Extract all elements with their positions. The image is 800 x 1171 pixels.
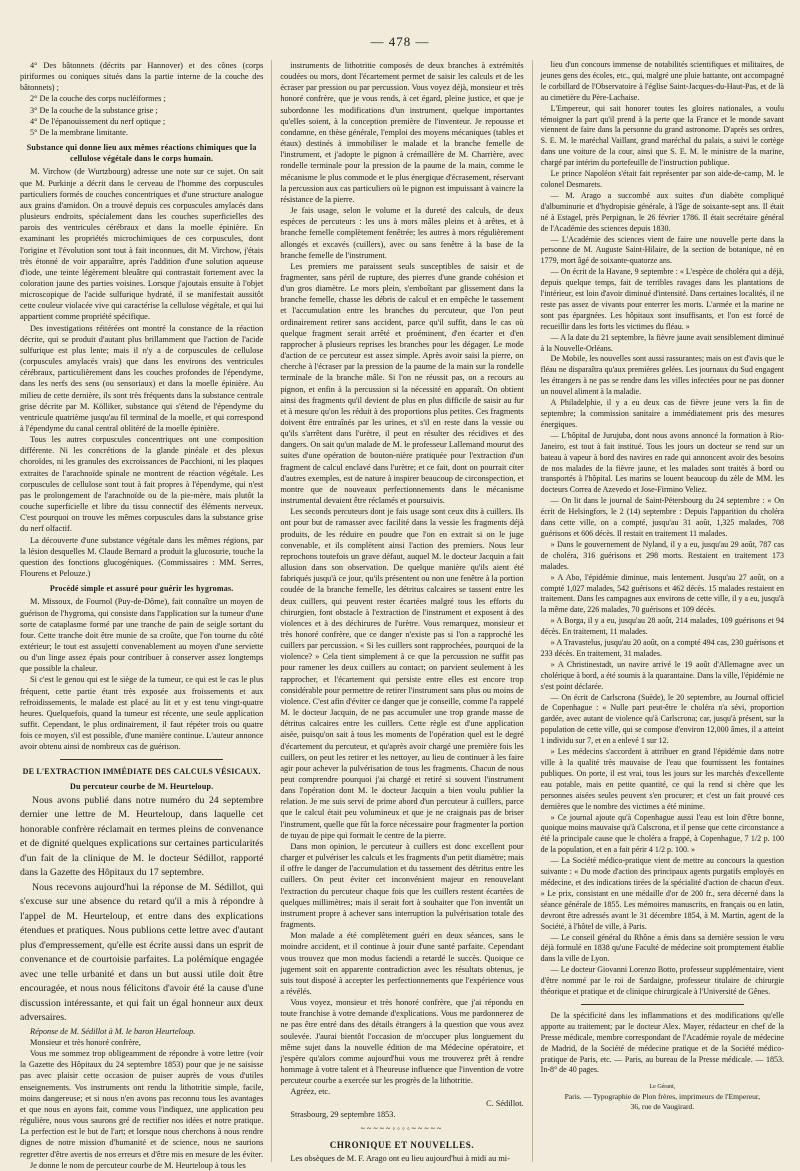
divider: [60, 759, 223, 760]
paragraph: Dans mon opinion, le percuteur à cuillers est donc excellent pour charger et pulvériser les calculs et les fragments d'un petit diamètre; mais il offre le danger de l'accumulation et du tassement des détritus entre les cuillers. On peut éviter cet inconvénient majeur en renouvelant l'extraction du percuteur chaque fois que les cuillers restent écartées de quelques millimètres; mais il serait fort à souhaiter que l'on inventât un instrument propre à achever sans interruption la pulvérisation totale des fragments.: [280, 841, 524, 930]
paragraph: Les premiers me paraissent seuls susceptibles de saisir et de fragmenter, sans péril de rupture, des pierres d'une grande cohésion et d'un gros diamètre. Le mors plein, s'emboîtant par glissement dans la branche femelle, chasse les débris de calcul et en empêche le tassement et l'accumulation entre les branches du percuteur, que l'on peut ordinairement retirer sans accident, parce qu'il suffit, dans le cas où quelque fragment serait arrêté et proéminent, d'en écarter et d'en rapprocher à plusieurs reprises les branches pour les dégager. Le mode d'action de ce percuteur est assez simple. Après avoir saisi la pierre, on cherche à l'écraser par la pression de la paume de la main sur la rondelle terminale de la branche mâle. Si l'on ne réussit pas, on a recours au pignon, et enfin à la percussion si la nécessité en apparaît. On obtient ainsi des fragments qu'il devient de plus en plus difficile de saisir au fur et à mesure qu'on les réduit à des proportions plus petites. Ces fragments doivent être entraînés par les urines, et s'il en reste dans la vessie ou qu'ils s'arrêtent dans l'urètre, il peut en résulter des récidives et des dangers. On sait qu'un malade de M. le professeur Lallemand mourut des suites d'une opération de bouton-nière pratiquée pour l'extraction d'un fragment de calcul enclavé dans l'urètre; et ce fait, dont on pourrait citer d'autres exemples, est de nature à inspirer beaucoup de circonspection, et montre que de nouveaux perfectionnements dans le mécanisme instrumental devaient être réclamés et poursuivis.: [280, 261, 524, 506]
column-3: [532, 60, 784, 1162]
paragraph: Je donne le nom de percuteur courbe de M. Heurteloup à tous les: [30, 1160, 246, 1170]
divider: [581, 1004, 744, 1005]
section-heading-chronique: CHRONIQUE ET NOUVELLES.: [329, 1140, 475, 1150]
paragraph: M. Virchow (de Wurtzbourg) adresse une note sur ce sujet. On sait que M. Purkinje a décrit dans le cerveau de l'homme des corpuscules particuliers formés de couches concentriques et d'une structure analogue aux grains d'amidon. On a trouvé depuis ces corpuscules amylacés dans plusieurs endroits, spécialement dans les couches superficielles des parois des ventricules cérébraux et dans la moelle épinière. En examinant les propriétés microchimiques de ces corpuscules, dont l'origine et l'évolution sont tout à fait inconnues, dit M. Virchow, j'étais très étonné de voir apparaître, après l'addition d'une solution aqueuse d'iode, une teinte légèrement bleuâtre qui contrastait fortement avec la coloration jaune des parties voisines. Lorsque j'ajoutais ensuite à l'objet microscopique de l'acide sulfurique hydraté, il se manifestait aussitôt cette couleur violacée vive qui caractérise la cellulose végétale, et qui lui appartient comme propriété spécifique.: [20, 167, 264, 322]
paragraph: Mon malade a été complètement guéri en deux séances, sans le moindre accident, et il continue à jouir d'une santé parfaite. Cependant vous trouvez que mon modus faciendi a retardé le succès. Quoique ce jugement soit en apparente contradiction avec les résultats obtenus, je suis tout disposé à accepter les perfectionnements que l'expérience vous a révélés.: [280, 931, 524, 996]
list-item: 2° De la couche des corps nucléiformes ;: [30, 94, 166, 104]
gerant-label: Le Gérant,: [649, 1084, 676, 1091]
paragraph: Vous voyez, monsieur et très honoré confrère, que j'ai répondu en toute franchise à votre demande d'explications. Vous me pardonnerez de ne pas être entré dans des détails étrangers à la question que vous avez soulevée. J'aurai bientôt l'occasion de m'occuper plus longuement du même sujet dans la nouvelle édition de ma Médecine opératoire, et j'espère qu'alors comme aujourd'hui vous me trouverez prêt à rendre hommage à votre talent et à l'heureuse influence que l'invention de votre percuteur courbe a exercée sur les progrès de la lithotritie.: [280, 998, 524, 1086]
paragraph: Le prince Napoléon s'était fait représenter par son aide-de-camp, M. le colonel Desmarets.: [540, 169, 784, 189]
imprint-line-2: 36, rue de Vaugirard.: [630, 1102, 695, 1112]
letter-address: Réponse de M. Sédillot à M. le baron Heurteloup.: [30, 1026, 196, 1036]
ornament-divider: ~~~~~◦◦◦◦~~~~~: [360, 1123, 444, 1133]
paragraph: M. Missoux, de Fournol (Puy-de-Dôme), fait connaître un moyen de guérison de l'hygroma, qui consiste dans l'application sur la tumeur d'une sorte de cataplasme formé par une tranche de pain de seigle sortant du four. Cette tranche doit être munie de sa croûte, que l'on tourne du côté extérieur; le tout est assujetti convenablement au moyen d'une serviette ou d'un linge assez épais pour contribuer à conserver assez longtemps que possible la chaleur.: [20, 597, 264, 674]
page-number: — 478 —: [370, 34, 430, 49]
article-intro: [20, 794, 263, 1026]
paragraph: » Dans le gouvernement de Nyland, il y a eu, jusqu'au 29 août, 787 cas de choléra, 316 guérisons et 298 morts. Restaient en traitement 173 malades.: [540, 539, 784, 571]
signature: C. Sédillot.: [486, 1098, 524, 1108]
paragraph: — A la date du 21 septembre, la fièvre jaune avait sensiblement diminué à la Nouvelle-Orléans.: [540, 332, 784, 353]
list-item: 4° Des bâtonnets (décrits par Hannover) et des cônes (corps piriformes ou coniques situés dans la partie interne de la couche des bâtonnets) ;: [20, 61, 264, 93]
paragraph: — L'Académie des sciences vient de faire une nouvelle perte dans la personne de M. Auguste Saint-Hilaire, de la section de botanique, né en 1779, mort âgé de soixante-quatorze ans.: [540, 234, 784, 266]
column-1: [20, 60, 264, 1170]
section-heading-hygromas: Procédé simple et assuré pour guérir les hygromas.: [49, 584, 234, 594]
paragraph: Nous recevons aujourd'hui la réponse de M. Sédillot, qui s'excuse sur une absence du retard qu'il a mis à répondre à l'appel de M. Heurteloup, et entre dans des explications étendues et pratiques. Nous publions cette lettre avec d'autant plus d'empressement, qu'elle est écrite aussi dans un esprit de convenance et de courtoisie parfaites. La polémique engagée avec une telle urbanité et dans un but aussi utile doit être encouragée, et nous nous félicitons d'avoir été la cause d'une discussion intéressante, et qui fait un égal honneur aux deux adversaires.: [20, 881, 264, 1024]
paragraph: Je fais usage, selon le volume et la dureté des calculs, de deux espèces de percuteurs : les uns à mors mâles pleins et à arêtes, et à branche femelle complètement fenêtrée; les autres à mors régulièrement allongés et excavés (cuillers), avec ou sans fenêtre à la base de la branche femelle de l'instrument.: [280, 206, 524, 260]
imprint: [541, 1082, 784, 1112]
section-heading-cellulose: Substance qui donne lieu aux mêmes réactions chimiques que la cellulose végétale dans le corps humain.: [26, 143, 257, 164]
paragraph: Les seconds percuteurs dont je fais usage sont ceux dits à cuillers. Ils ont pour but de ramasser avec facilité dans la vessie les fragments déjà produits, de les réduire en poudre que l'on en extrait si on le juge convenable, et ils complètent ainsi l'action des premiers. Nous leur reprochons toutefois un grave défaut, auquel M. le docteur Jacquin a fait allusion dans son observation. De quelque manière qu'ils aient été fabriqués jusqu'à ce jour, qu'ils présentent ou non une fenêtre à la portion coudée de la branche femelle, les détritus calcaires se tassent entre les deux cuillers, qui peuvent rester écartées malgré tous les efforts du chirurgien, font obstacle à l'extraction de l'instrument et exposent à des violences et à des déchirures de l'urètre. Vous remarquez, monsieur et très honoré confrère, que ce danger n'existe pas si l'on a rapproché les cuillers par percussion. « Si les cuillers sont rapprochées, pourquoi de la violence? » Cela tient simplement à ce que la percussion ne suffit pas pour ramener les deux cuillers au contact; on parvient seulement à les rapprocher, et l'écartement qui persiste entre elles est encore trop considérable pour permettre de retirer l'instrument sans plus ou moins de violence. C'est afin d'éviter ce danger que je conseille, comme l'a rappelé M. le docteur Jacquin, de ne pas accumuler une trop grande masse de détritus calcaires entre les cuillers. Cette règle est d'une application aisée, puisqu'on sait à tous les moments de l'opération quel est le degré d'écartement du percuteur, et qu'après avoir chargé une première fois les cuillers, on peut les retirer et les nettoyer, au lieu de continuer à les faire agir pour achever la pulvérisation de tous les fragments. Chacun de nous peut comprendre pourquoi j'ai chargé et retiré si souvent l'instrument dans l'opération dont M. le docteur Jacquin a bien voulu publier la relation. Je me suis servi de prime abord d'un percuteur à cuillers, parce que le calcul était peu volumineux et que je ne craignais pas de briser l'instrument, quelle que fût la force nécessaire pour fragmenter la portion de tuyau de pipe qui formait le centre de la pierre.: [280, 507, 524, 840]
paragraph: Des investigations réitérées ont montré la constance de la réaction décrite, qui se produit d'autant plus brillamment que l'action de l'acide sulfurique est plus lente; mais il n'y a de corpuscules de cellulose (corpuscules amylacés vrais) que dans les environs des ventricules cérébraux, particulièrement dans les couches profondes de l'épendyme, dans les nerfs des sens (ou sensoriaux) et dans la moelle épinière. Au milieu de cette dernière, ils sont très fréquents dans la substance centrale grise décrite par M. Kölliker, substance qui s'étend de l'épendyme du ventricule quatrième jusqu'au fil terminal de la moelle, et qui correspond à l'épendyme du canal central oblitéré de la moelle épinière.: [20, 323, 264, 433]
retina-list: [20, 60, 263, 138]
paragraph: — La Société médico-pratique vient de mettre au concours la question suivante : « Du mode d'action des principaux agents purgatifs employés en médecine, et des indications tirées de la spécialité d'action de chacun d'eux. » Le prix, consistant en une médaille d'or de 200 fr., sera décerné dans la séance générale de 1855. Les mémoires manuscrits, en français ou en latin, devront être adressés avant le 31 décembre 1854, à M. Martin, agent de la Société, à l'hôtel de ville, à Paris.: [540, 856, 784, 931]
letter-salutation: Monsieur et très honoré confrère,: [30, 1038, 141, 1047]
paragraph: Tous les autres corpuscules concentriques ont une composition différente. Ni les concrétions de la glande pinéale et des plexus choroïdes, ni les granules des excroissances de Pacchioni, ni les plaques extraites de l'arachnoïde spinale ne montrent de réaction végétale. Les corpuscules de cellulose sont tout à fait propres à l'épendyme, qui n'est pas le prolongement de l'arachnoïde ou de la pie-mère, mais plutôt la couche superficielle et libre du tissu connectif des éléments nerveux. C'est pourquoi on trouve les mêmes corpuscules dans la substance grise du nerf olfactif.: [20, 435, 264, 534]
paragraph: » Les médecins s'accordent à attribuer en grand l'épidémie dans notre ville à la qualité très mauvaise de l'eau que fournissent les fontaines publiques. On porte, il est vrai, tous les jours sur les marchés d'excellente eau potable, mais en petite quantité, ce qui la rend si chère que les personnes aisées seules peuvent s'en procurer; et c'est un fait prouvé ces dernières que le nombre des victimes a été minime.: [540, 747, 784, 811]
paragraph: » Ce journal ajoute qu'à Copenhague aussi l'eau est loin d'être bonne, quoique moins mauvaise qu'à Calscrona, et il pense que cette circonstance a été la principale cause que le choléra a frappé, à Copenhague, 7 1/2 p. 100 de la population, et en a fait périr 4 1/2 p. 100. »: [540, 812, 784, 855]
paragraph: — On écrit de la Havane, 9 septembre : « L'espèce de choléra qui a déjà, depuis quelque temps, fait de terribles ravages dans les plantations de l'intérieur, est loin d'avoir diminué d'intensité. Dans certaines localités, il ne reste pas assez de vivants pour enterrer les morts. L'armée et la marine ne sont pas épargnées. Les hôpitaux sont insuffisants, et l'on est forcé de recueillir dans les forts les victimes du fléau. »: [540, 267, 784, 331]
paragraph: — On écrit de Carlscrona (Suède), le 20 septembre, au Journal officiel de Copenhague : « Nulle part peut-être le choléra n'a sévi, proportion gardée, avec autant de violence qu'à Carlscrona; car, jusqu'à présent, sur la population de cette ville, qui se compose d'environ 12,000 âmes, il a atteint 1 individu sur 7, et en a enlevé 1 sur 12.: [540, 692, 784, 746]
paragraph: » A Abo, l'épidémie diminue, mais lentement. Jusqu'au 27 août, on a compté 1,027 malades, 542 guérisons et 462 décès. 15 malades restaient en traitement. Dans les campagnes aux environs de cette ville, il y a eu, jusqu'à la même date, 226 malades, 70 guérisons et 109 décès.: [540, 572, 784, 615]
columns: [20, 60, 784, 1170]
letter-closing: Agréez, etc.: [290, 1087, 331, 1097]
paragraph: — M. Arago a succombé aux suites d'un diabète compliqué d'albuminurie et d'hydropisie générale, à l'âge de soixante-sept ans. Il était né à Estagel, près Perpignan, le 26 février 1786. Il était secrétaire général de l'Académie des sciences depuis 1830.: [540, 190, 784, 233]
paragraph: — On lit dans le journal de Saint-Pétersbourg du 24 septembre : « On écrit de Helsingfors, le 2 (14) septembre : Depuis l'apparition du choléra dans cette ville, on a compté, jusqu'au 31 août, 1,325 malades, 708 guérisons et 606 décès. Il restait en traitement 11 malades.: [540, 496, 784, 538]
article-title: DE L'EXTRACTION IMMÉDIATE DES CALCULS VÉSICAUX.: [22, 766, 261, 776]
book-notice: De la spécificité dans les inflammations et des modifications qu'elle apporte au traitement; par le docteur Alex. Mayer, rédacteur en chef de la Presse médicale, membre correspondant de l'Académie royale de médecine de Madrid, de la Société de médecine pratique et de la Société médico-pratique de Paris, etc. — Paris, au bureau de la Presse médicale. — 1853. In-8° de 40 pages.: [540, 1010, 784, 1075]
paragraph: Les obsèques de M. F. Arago ont eu lieu aujourd'hui à midi au mi-: [290, 1154, 510, 1164]
paragraph: L'Empereur, qui sait honorer toutes les gloires nationales, a voulu témoigner la part qu'il prend à la perte que la France et le monde savant viennent de faire dans la personne du grand astronome. D'après ses ordres, S. E. M. le maréchal Vaillant, grand maréchal du palais, a suivi le cortège dans une voiture de la cour, ainsi que S. E. M. le ministre de la marine, chargé par intérim du portefeuille de l'instruction publique.: [540, 103, 784, 168]
dateline: Strasbourg, 29 septembre 1853.: [290, 1109, 396, 1119]
imprint-line-1: Paris. — Typographie de Plon frères, imprimeurs de l'Empereur,: [564, 1092, 761, 1102]
paragraph: — Le conseil général du Rhône a émis dans sa dernière session le vœu déjà formulé en 1838 qu'une Faculté de médecine soit promptement établie dans la ville de Lyon.: [540, 932, 784, 964]
paragraph: Nous avons publié dans notre numéro du 24 septembre dernier une lettre de M. Heurteloup, dans laquelle cet honorable confrère réclamait en termes pleins de convenance et de dignité quelques explications sur certaines particularités d'un fait de la clinique de M. le docteur Sédillot, rapporté dans la Gazette des Hôpitaux du 17 septembre.: [20, 794, 264, 879]
paragraph: lieu d'un concours immense de notabilités scientifiques et militaires, de jeunes gens des écoles, etc., qui, malgré une pluie battante, ont accompagné le corbillard de l'Observatoire à l'église Saint-Jacques-du-Haut-Pas, et de là au cimetière du Père-Lachaise.: [540, 60, 784, 102]
paragraph: » A Borga, il y a eu, jusqu'au 28 août, 214 malades, 109 guérisons et 94 décès. En traitement, 11 malades.: [540, 616, 784, 637]
paragraph: De Mobile, les nouvelles sont aussi rassurantes; mais on est d'avis que le fléau ne disparaîtra qu'aux premières gelées. Les journaux du Sud engagent les étrangers à ne pas se rendre dans les villes infectées pour ne pas donner un nouvel aliment à la maladie.: [540, 354, 784, 397]
paragraph: Vous me sommez trop obligeamment de répondre à votre lettre (voir la Gazette des Hôpitaux du 24 septembre 1853) pour que je ne saisisse pas avec plaisir cette occasion de puiser auprès de vous d'utiles enseignements. Vos instruments ont rendu la lithotritie simple, facile, moins dangereuse; et si nous n'en avons pas reconnu tous les avantages et que nous en ayons fait, comme vous l'indiquez, une application peu régulière, nous vous saurons gré de rectifier nos idées et notre pratique. La perfection est le but de l'art; et lorsque nous cherchons à nous rendre dignes de notre mission d'humanité et de science, nous ne saurions regretter d'être avertis de nos erreurs et d'être mis en mesure de les éviter.: [20, 1049, 264, 1159]
paragraph: » A Christinestadt, un navire arrivé le 19 août d'Allemagne avec un cholérique à bord, a été soumis à la quarantaine. Dans la ville, l'épidémie ne s'est point déclarée.: [540, 659, 784, 691]
paragraph: instruments de lithotritie composés de deux branches à extrémités coudées ou mors, dont l'écartement permet de saisir les calculs et de les écraser par pression ou par percussion. Vous voyez déjà, monsieur et très honoré confrère, que je vous rends, à cet égard, pleine justice, et que je subordonne les modifications d'un instrument, quelque importantes qu'elles soient, à la conception première de l'inventeur. Je repousse et condamne, en thèse générale, l'emploi des moyens mécaniques (tables et étaux) destinés à immobiliser le malade et la branche femelle de l'instrument, et j'adopte le pignon à crémaillère de M. Charrière, avec rondelle terminale pour la pression de la paume de la main, comme le mécanisme le plus commode et le plus énergique d'écrasement, réservant la percussion aux cas particuliers où le pignon est impuissant à vaincre la résistance de la pierre.: [280, 61, 524, 204]
paragraph: » A Travastelus, jusqu'au 20 août, on a compté 494 cas, 230 guérisons et 233 décès. En traitement, 31 malades.: [540, 638, 784, 658]
article-subtitle: Du percuteur courbe de M. Heurteloup.: [70, 781, 214, 791]
paragraph: Si c'est le genou qui est le siège de la tumeur, ce qui est le cas le plus fréquent, cette partie étant très exposée aux froissements et aux refroidissements, le malade est placé au lit et y est tenu vingt-quatre heures. Quelquefois, quand la tumeur est récente, une seule application suffit. Cependant, le plus ordinairement, il faut répéter trois ou quatre fois ce moyen, s'il est possible, d'une manière continue. L'auteur annonce avoir obtenu ainsi de nombreux cas de guérison.: [20, 675, 264, 752]
paragraph: A Philadelphie, il y a eu deux cas de fièvre jeune vers la fin de septembre; la commission sanitaire a immédiatement pris des mesures énergiques.: [540, 398, 784, 429]
paragraph: — L'hôpital de Jurujuba, dont nous avons annoncé la formation à Rio-Janeiro, est tout à fait institué. Tous les jours un docteur se rend sur un bateau à vapeur à bord des navires en rade qui annoncent avoir des besoins de nos malades de la fièvre jaune, et les malades sont traités à bord ou transportés à l'hôpital. Les marins se louent beaucoup du zèle de MM. les docteurs Correa de Azevedo et Jose-Firmino Veliez.: [540, 430, 784, 495]
list-item: 3° De la couche de la substance grise ;: [30, 105, 158, 115]
paragraph: La découverte d'une substance végétale dans les mêmes régions, par la lésion desquelles M. Claude Bernard a produit la glucosurie, touche la question des fonctions glucogéniques. (Commissaires : MM. Serres, Flourens et Pelouze.): [20, 535, 264, 579]
paragraph: — Le docteur Giovanni Lorenzo Botto, professeur supplémentaire, vient d'être nommé par le roi de Sardaigne, professeur titulaire de chirurgie théorique et pratique et de clinique chirurgicale à l'Université de Gênes.: [540, 965, 784, 997]
list-item: 5° De la membrane limitante.: [30, 127, 129, 137]
column-2: [271, 60, 523, 1162]
list-item: 4° De l'épanouissement du nerf optique ;: [30, 116, 166, 126]
